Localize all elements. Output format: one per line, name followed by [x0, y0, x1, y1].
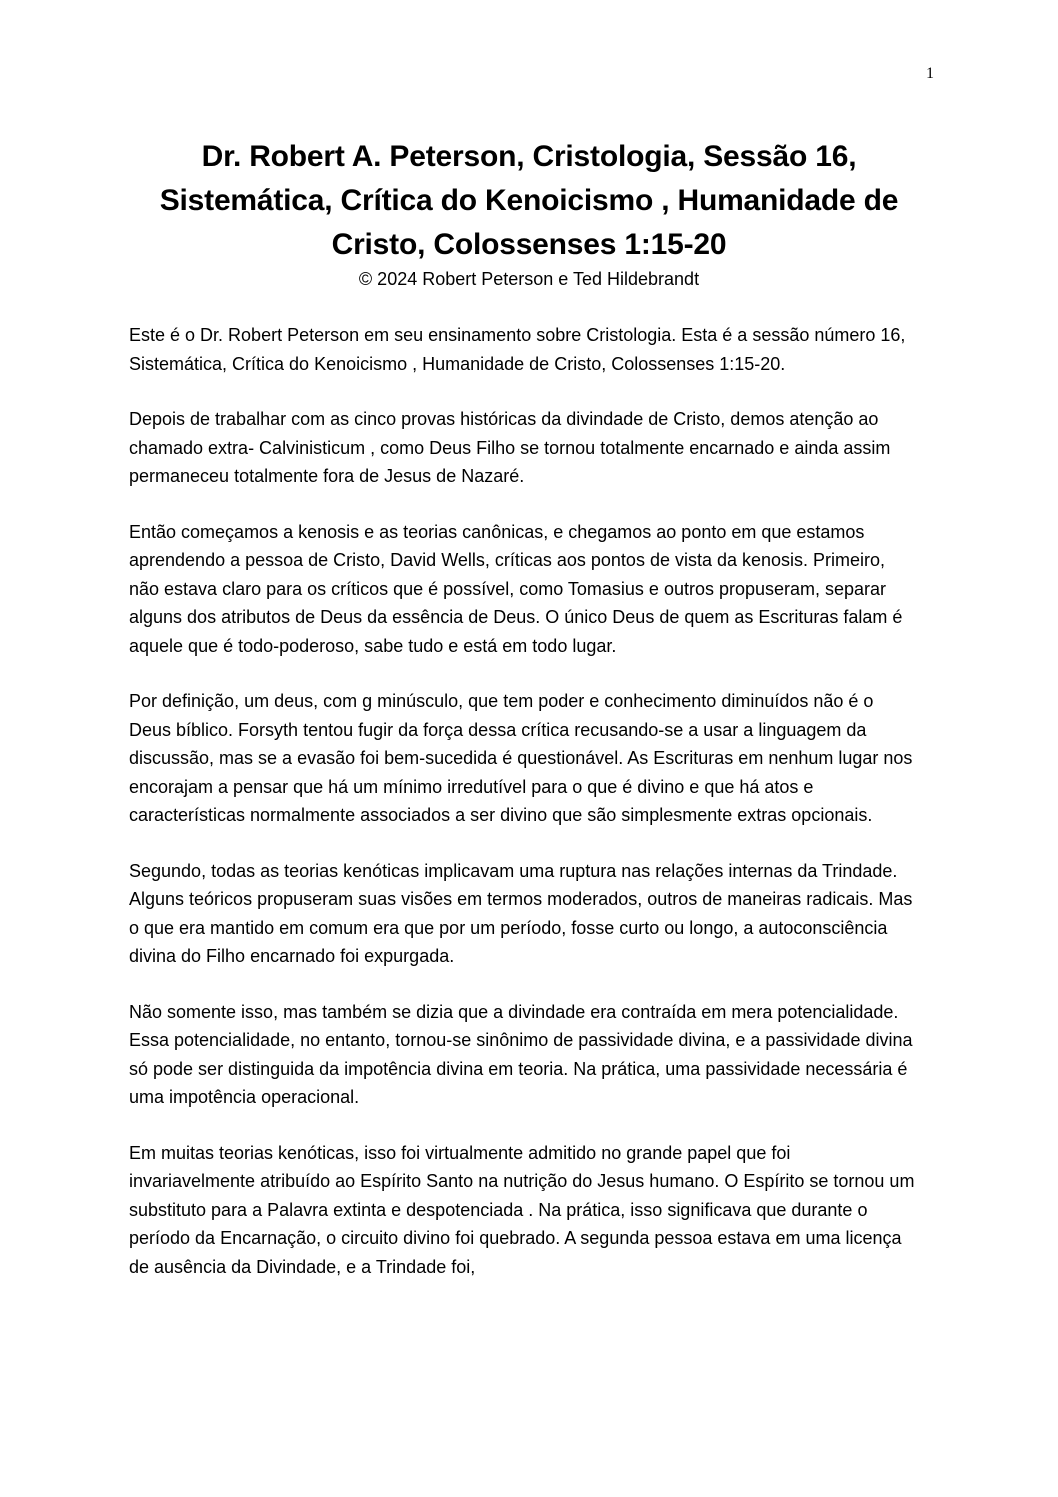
paragraph: Em muitas teorias kenóticas, isso foi virtualmente admitido no grande papel que foi invariavelmente atribuído ao Espírito Santo na nutrição do Jesus humano. O Espírito se tornou um substituto para a Palavra extinta e despotenciada . Na prática, isso significava que durante o período da Encarnação, o circuito divino foi quebrado. A segunda pessoa estava em uma licença de ausência da Divindade, e a Trindade foi, [129, 1142, 915, 1277]
paragraph: Por definição, um deus, com g minúsculo, que tem poder e conhecimento diminuídos não é o Deus bíblico. Forsyth tentou fugir da força dessa crítica recusando-se a usar a linguagem da discussão, mas se a evasão foi bem-sucedida é questionável. As Escrituras em nenhum lugar nos encorajam a pensar que há um mínimo irredutível para o que é divino e que há atos e características normalmente associados a ser divino que são simplesmente extras opcionais. [129, 691, 913, 825]
paragraph: Este é o Dr. Robert Peterson em seu ensinamento sobre Cristologia. Esta é a sessão número 16, Sistemática, Crítica do Kenoicismo , Humanidade de Cristo, Colossenses 1:15-20. [129, 325, 906, 374]
paragraph: Então começamos a kenosis e as teorias canônicas, e chegamos ao ponto em que estamos aprendendo a pessoa de Cristo, David Wells, críticas aos pontos de vista da kenosis. Primeiro, não estava claro para os críticos que é possível, como Tomasius e outros propuseram, separar alguns dos atributos de Deus da essência de Deus. O único Deus de quem as Escrituras falam é aquele que é todo-poderoso, sabe tudo e está em todo lugar. [129, 521, 903, 656]
document-title: Dr. Robert A. Peterson, Cristologia, Sessão 16, Sistemática, Crítica do Kenoicismo , Humanidade de Cristo, Colossenses 1:15-20 [159, 140, 899, 261]
page-number: 1 [926, 65, 934, 82]
title-block [120, 135, 938, 291]
copyright-line: © 2024 Robert Peterson e Ted Hildebrandt [358, 269, 700, 289]
document-body [129, 321, 919, 1308]
paragraph: Não somente isso, mas também se dizia que a divindade era contraída em mera potencialidade. Essa potencialidade, no entanto, tornou-se sinônimo de passividade divina, e a passividade divina só pode ser distinguida da impotência divina em teoria. Na prática, uma passividade necessária é uma impotência operacional. [129, 1001, 913, 1107]
paragraph: Depois de trabalhar com as cinco provas históricas da divindade de Cristo, demos atenção ao chamado extra- Calvinisticum , como Deus Filho se tornou totalmente encarnado e ainda assim permaneceu totalmente fora de Jesus de Nazaré. [129, 409, 891, 486]
paragraph: Segundo, todas as teorias kenóticas implicavam uma ruptura nas relações internas da Trindade. Alguns teóricos propuseram suas visões em termos moderados, outros de maneiras radicais. Mas o que era mantido em comum era que por um período, fosse curto ou longo, a autoconsciência divina do Filho encarnado foi expurgada. [129, 860, 913, 966]
